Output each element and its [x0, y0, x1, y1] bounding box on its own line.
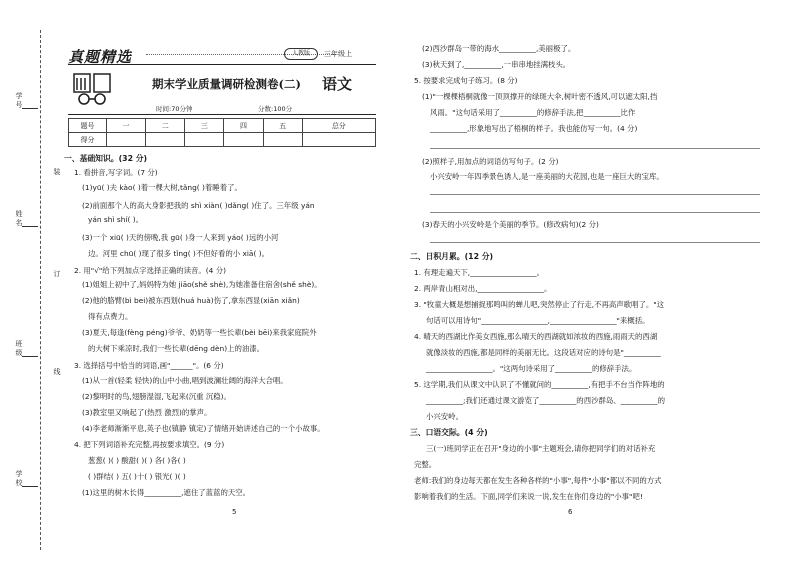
- question-line: 5. 这学期,我们从课文中认识了不懂就问的__________,有把手不台当作阵地的: [414, 380, 665, 389]
- question-line: 边。河里 chū( )现了很多 tǐng( )不但好看的小 xiā( )。: [88, 249, 269, 258]
- page-number-right: 6: [568, 508, 573, 516]
- time-limit: 时间:70分钟: [156, 105, 193, 113]
- question-line: 完整。: [414, 460, 437, 469]
- binding-margin: [0, 0, 62, 565]
- question-line: __________;我们还通过课文游览了__________的西沙群岛、__________的: [426, 396, 665, 405]
- section-heading: 一、基础知识。(32 分): [64, 154, 148, 163]
- cut-mark-2: 订: [53, 270, 61, 278]
- question-line: (1)这里的树木长得__________,遮住了蓝蓝的天空。: [82, 488, 251, 497]
- answer-line: [430, 148, 760, 149]
- question-line: 1. 看拼音,写字词。(7 分): [74, 168, 158, 177]
- score-table-score-row: [69, 133, 376, 147]
- score-cell: [107, 133, 146, 147]
- name-field: [22, 226, 38, 227]
- question-line: 4. 把下列词语补充完整,再按要求填空。(9 分): [74, 440, 225, 449]
- score-cell: [302, 133, 375, 147]
- paper-title: 期末学业质量调研检测卷(二): [152, 77, 301, 91]
- question-line: 句话可以用诗句"__________________,__________________"来概括。: [426, 316, 650, 325]
- question-line: 2. 两岸青山相对出,__________________。: [414, 284, 552, 293]
- question-line: 小兴安岭。: [426, 412, 463, 421]
- question-line: 4. 晴天的西湖比作美女西施,那么晴天的西湖就如浓妆的西施,雨雨天的西湖: [414, 332, 658, 341]
- edition-badge: 人教版: [284, 48, 318, 60]
- question-line: 3. "牧童大概是想捕捉那鸣叫的蝉儿吧,突然停止了行走,不再高声歌唱了。"这: [414, 300, 665, 309]
- header-rule: [68, 64, 376, 65]
- question-line: 三(一)班同学正在召开"身边的小事"主题班会,请你把同学们的对话补充: [426, 444, 656, 453]
- question-line: 影响着我们的生活。下面,同学们来说一说,发生在你们身边的"小事"吧!: [414, 492, 643, 501]
- question-line: ( )群结( ) 五( )十( ) 银光( )( ): [88, 472, 186, 481]
- question-line: (3)夏天,每逢(fèng péng)爷爷、奶奶等一些长辈(bèi bēi)来我家庭院外: [82, 328, 317, 337]
- score-cell: 三: [185, 119, 224, 133]
- score-cell: 二: [146, 119, 185, 133]
- page-number-left: 5: [232, 508, 237, 516]
- full-score: 分数:100分: [258, 105, 293, 113]
- class-label: 班级: [15, 340, 23, 357]
- score-cell: 总分: [302, 119, 375, 133]
- question-line: (1)从一首(轻柔 轻快)的山中小曲,唱到波澜壮阔的海洋大合唱。: [82, 376, 288, 385]
- student-id-field: [22, 108, 38, 109]
- grade-label: 三年级上: [324, 50, 352, 58]
- question-line: 小兴安岭一年四季景色诱人,是一座美丽的大花园,也是一座巨大的宝库。: [430, 172, 664, 181]
- question-line: (4)李老师渐渐平息,英子也(镇静 镇定)了情绪开始讲述自己的一个小故事。: [82, 424, 325, 433]
- school-label: 学校: [15, 470, 23, 487]
- question-line: (1)yū( )夫 kào( )着一棵大树,tǎng( )着睡着了。: [82, 183, 242, 192]
- score-cell: [263, 133, 302, 147]
- question-line: yán shì shí( )。: [88, 215, 143, 224]
- question-line: (3)一个 xiū( )天的傍晚,我 gū( )身一人来到 yáo( )远的小河: [82, 233, 279, 242]
- question-line: (3)秋天到了,__________,一串串地挂满枝头。: [422, 60, 571, 69]
- question-line: (2)前面那个人的高大身影把我的 shì xiàn( )dǎng( )住了。三年级 yán: [82, 201, 315, 210]
- cut-mark-3: 线: [53, 368, 61, 376]
- question-line: (2)他的胳臂(bì bei)被东西划(huá huà)伤了,拿东西显(xiān xiǎn): [82, 296, 300, 305]
- score-cell: 一: [107, 119, 146, 133]
- student-id-label: 学号: [15, 92, 23, 109]
- score-cell: [185, 133, 224, 147]
- score-cell: 题号: [69, 119, 107, 133]
- question-line: 老师:我们的身边每天都在发生各种各样的"小事",每件"小事"都以不同的方式: [414, 476, 662, 485]
- question-line: (2)照样子,用加点的词语仿写句子。(2 分): [422, 157, 559, 166]
- answer-line: [430, 212, 760, 213]
- question-line: (2)西沙群岛一带的海水__________,美丽极了。: [422, 44, 576, 53]
- class-field: [22, 356, 38, 357]
- brand-logo: 真题精选: [68, 48, 133, 66]
- cut-line: [40, 30, 41, 550]
- question-line: 1. 有理走遍天下,__________________。: [414, 268, 545, 277]
- score-cell: 五: [263, 119, 302, 133]
- question-line: 3. 选择括号中恰当的词语,画"______"。(6 分): [74, 361, 224, 370]
- section-heading: 三、口语交际。(4 分): [410, 428, 488, 437]
- question-line: (1)姐姐上初中了,妈妈特为她 jiāo(shě shè),为她准备住宿舍(shě shè)。: [82, 280, 322, 289]
- score-cell: 得分: [69, 133, 107, 147]
- question-line: __________,形象地写出了梧桐的样子。我也能仿写一句。(4 分): [430, 124, 638, 133]
- score-cell: 四: [224, 119, 263, 133]
- section-heading: 二、日积月累。(12 分): [410, 252, 494, 261]
- answer-line: [430, 194, 760, 195]
- question-line: 风雨。"这句话采用了__________的修辞手法,把__________比作: [430, 108, 636, 117]
- subject-title: 语文: [322, 75, 353, 93]
- question-line: (2)黎明时的鸟,翅膀湿湿,飞起来(沉重 沉稳)。: [82, 392, 231, 401]
- exam-header: [62, 44, 376, 116]
- score-table-header-row: [69, 119, 376, 133]
- header-rule-bottom: [68, 114, 376, 115]
- question-line: 就像淡妆的西施,都是同样的美丽无比。这段话对应的诗句是"__________: [426, 348, 661, 357]
- question-line: (1)"一棵棵梧桐就像一顶顶撑开的绿斑大伞,树叶密不透风,可以遮太阳,挡: [422, 92, 658, 101]
- question-line: (3)春天的小兴安岭是个美丽的季节。(修改病句)(2 分): [422, 220, 599, 229]
- question-line: 2. 用"√"给下列加点字选择正确的读音。(4 分): [74, 266, 226, 275]
- score-cell: [146, 133, 185, 147]
- score-table: [68, 118, 376, 147]
- question-line: 得有点费力。: [88, 312, 133, 321]
- score-cell: [224, 133, 263, 147]
- question-line: 葱葱( )( ) 酸甜( )( ) 各( )各( ): [88, 456, 186, 465]
- question-line: 5. 按要求完成句子练习。(8 分): [414, 76, 518, 85]
- book-glasses-icon: [72, 72, 112, 106]
- school-field: [22, 486, 38, 487]
- question-line: (3)教室里又响起了(热烈 激烈)的掌声。: [82, 408, 212, 417]
- answer-line: [430, 242, 760, 243]
- name-label: 姓名: [15, 210, 23, 227]
- question-line: 的大树下乘凉时,我们一些长辈(dēng dèn)上的油漆。: [88, 344, 265, 353]
- cut-mark-1: 装: [53, 168, 61, 176]
- question-line: __________________。"这两句诗采用了__________的修辞手法。: [426, 364, 637, 373]
